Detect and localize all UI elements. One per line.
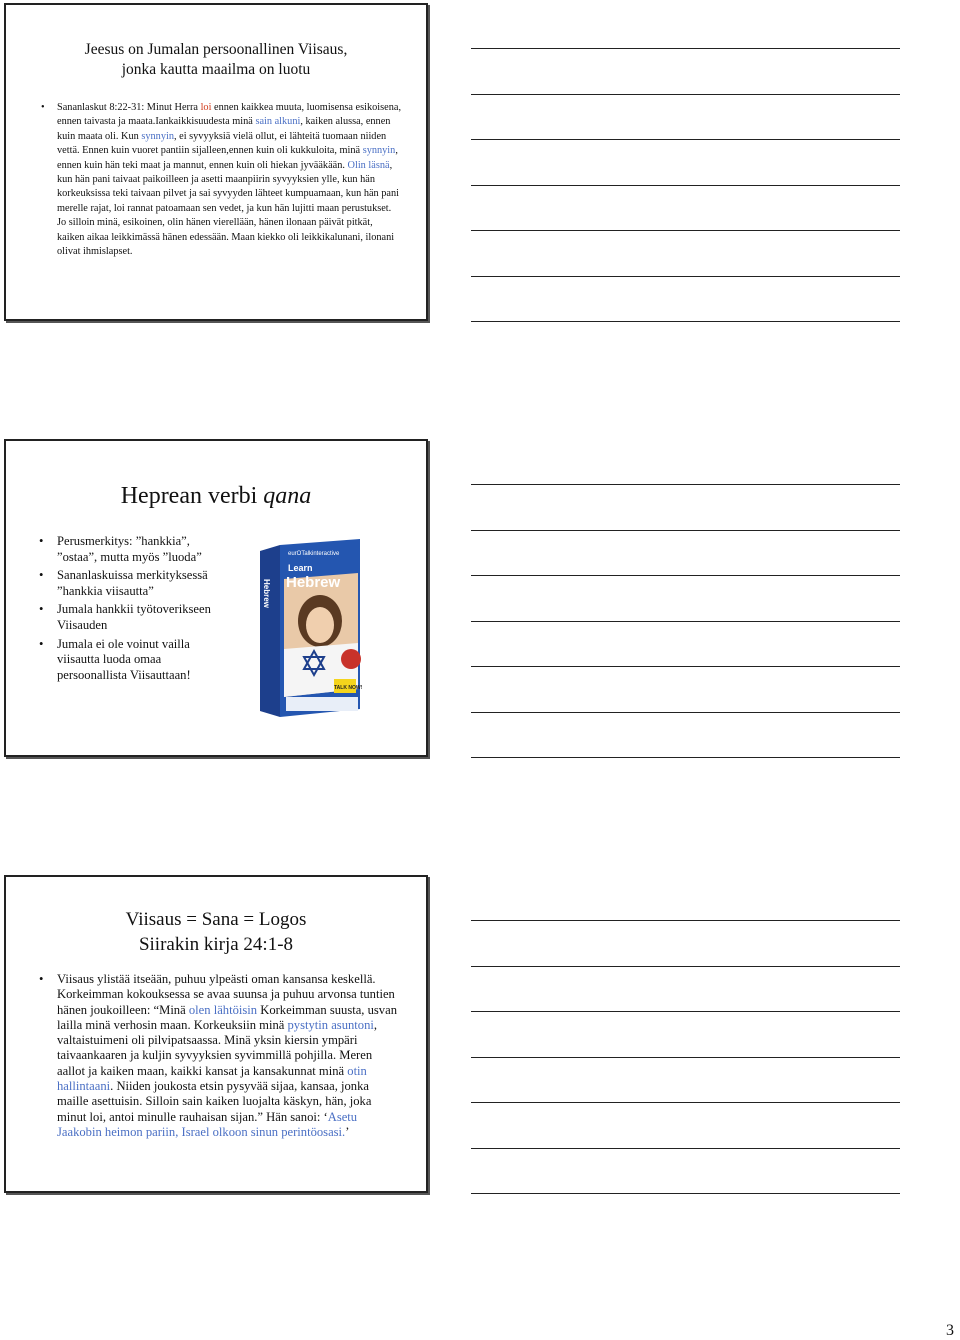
text-run: olen lähtöisin (188, 1002, 258, 1017)
bullet-icon: • (39, 972, 44, 986)
slide-3-bullet (39, 972, 402, 1140)
text-run: Olin läsnä (347, 159, 390, 171)
text-run: . Niiden joukosta etsin pysyvää sijaa, kansaa, jonka maille asettuisin. Silloin sain kaiken luojalta käskyn, hän, joka minut loi, antoi minulle rauhaisan sijan.” Hän sanoi: ‘ (57, 1079, 372, 1124)
note-line (471, 666, 900, 667)
text-run: ennen kaikkea muuta, luomisensa esikoisena, ennen taivasta ja maata.Iankaikkisuudesta minä (57, 102, 402, 128)
text-run: loi (200, 102, 212, 113)
text-run: pystytin asuntoni (287, 1017, 374, 1032)
text-run: Viisaus ylistää itseään, puhuu ylpeästi oman kansansa keskellä. Korkeimman kokouksessa se avaa suunsa ja puhuu arvonsa tuntien hänen joukoilleen: “Minä (57, 972, 395, 1017)
slide-3-title-line1: Viisaus = Sana = Logos (125, 909, 307, 930)
text-run: otin hallintaani (57, 1063, 367, 1094)
note-line (471, 757, 900, 758)
note-line (471, 920, 900, 921)
box-heading-hebrew: Hebrew (286, 574, 341, 591)
slide-3-bullet-text (57, 972, 397, 1139)
bullet-icon: • (39, 636, 44, 651)
slide-2-title (6, 441, 426, 510)
note-line (471, 484, 900, 485)
slide-2-bullet-text: Jumala hankkii työtoverikseen Viisauden (57, 602, 211, 632)
text-run: , kaiken alussa, ennen kuin maata oli. Kun (57, 116, 391, 142)
text-run: synnyin (141, 130, 174, 142)
note-line (471, 48, 900, 49)
note-line (471, 530, 900, 531)
slide-3 (4, 875, 428, 1193)
slide-2-bullet-text: Jumala ei ole voinut vailla viisautta luoda omaa persoonallista Viisauttaan! (57, 636, 191, 682)
box-heading-learn: Learn (288, 563, 313, 573)
slide-2-bullets (39, 534, 227, 686)
slide-2-bullet-text: Sananlaskuissa merkityksessä ”hankkia viisautta” (57, 568, 208, 598)
note-line (471, 575, 900, 576)
note-line (471, 1148, 900, 1149)
note-line (471, 139, 900, 140)
learn-hebrew-box-image (256, 539, 366, 719)
slide-1-title: Jeesus on Jumalan persoonallinen Viisaus, jonka kautta maailma on luotu (84, 41, 348, 78)
slide-1-bullet-text (57, 102, 401, 257)
note-line (471, 276, 900, 277)
note-line (471, 1057, 900, 1058)
slide-2 (4, 439, 428, 757)
note-line (471, 1102, 900, 1103)
bullet-icon: • (39, 534, 44, 548)
box-spine: Hebrew (262, 579, 271, 608)
note-line (471, 966, 900, 967)
note-line (471, 1011, 900, 1012)
text-run: , valtaistuimeni oli pilvipatsaassa. Minä yksin kiersin ympäri taivaankaaren ja kuljin syvyyksien syvimmillä pohjilla. Meren aallot ja kaiken maan, kaikki kansat ja kansakunnat minä (57, 1017, 378, 1078)
slide-1 (4, 3, 428, 321)
slide-2-bullet (39, 568, 227, 599)
text-run: , ei syvyyksiä vielä ollut, ei lähteitä tuomaan niiden vettä. Ennen kuin vuoret pantiin sijalleen,ennen kuin oli kukkuloita, minä (57, 130, 387, 157)
slide-1-bullet (41, 101, 402, 259)
note-line (471, 94, 900, 95)
text-run: , kun hän pani taivaat paikoilleen ja asetti maanpiirin syvyyksien ylle, kun hän korkeuksissa teki taivaan pilvet ja sai syvyyden lähteet kumpuamaan, kun hän pani merelle rajat, loi rannat patoamaan sen vedet, ja kun hän lujitti maan perustukset. Jo silloin minä, esikoinen, olin hänen vierellään, hänen ilonaan päivät pitkät, kaiken aikaa leikkimässä hänen edessään. Maan kiekko oli leikkikalunani, ilonani olivat ihmislapset. (57, 159, 399, 258)
note-line (471, 230, 900, 231)
note-line (471, 185, 900, 186)
note-line (471, 321, 900, 322)
text-run: synnyin (362, 145, 396, 157)
text-run: Sananlaskut 8:22-31: Minut Herra (57, 102, 201, 113)
text-run: Korkeimman suusta, usvan lailla minä verhosin maan. Korkeuksiin minä (57, 1002, 397, 1032)
slide-2-title-italic: qana (263, 483, 312, 509)
bullet-icon: • (39, 568, 44, 583)
bullet-icon: • (39, 602, 44, 617)
text-run: sain alkuni (255, 116, 301, 128)
text-run: , ennen kuin hän teki maat ja mannut, ennen kuin oli hiekan jyvääkään. (57, 145, 398, 171)
text-run: ’ (345, 1124, 350, 1139)
slide-3-title (6, 877, 426, 957)
slide-2-bullet (39, 534, 227, 565)
note-line (471, 1193, 900, 1194)
slide-2-bullet (39, 602, 227, 633)
slide-2-bullet (39, 636, 227, 684)
text-run: Asetu Jaakobin heimon pariin, Israel olkoon sinun perintöosasi. (57, 1109, 358, 1139)
box-brand: eurOTalkinteractive (288, 551, 340, 557)
box-badge: TALK NOW! (334, 685, 363, 691)
bullet-icon: • (41, 102, 45, 113)
note-line (471, 621, 900, 622)
slide-2-bullet-text: Perusmerkitys: ”hankkia”, ”ostaa”, mutta myös ”luoda” (57, 534, 202, 564)
slide-3-bullets (39, 972, 402, 1140)
note-line (471, 712, 900, 713)
slide-3-title-line2: Siirakin kirja 24:1-8 (138, 934, 294, 955)
page-number: 3 (946, 1322, 954, 1339)
slide-1-bullets (41, 101, 402, 259)
slide-2-title-text: Heprean verbi (120, 483, 264, 509)
